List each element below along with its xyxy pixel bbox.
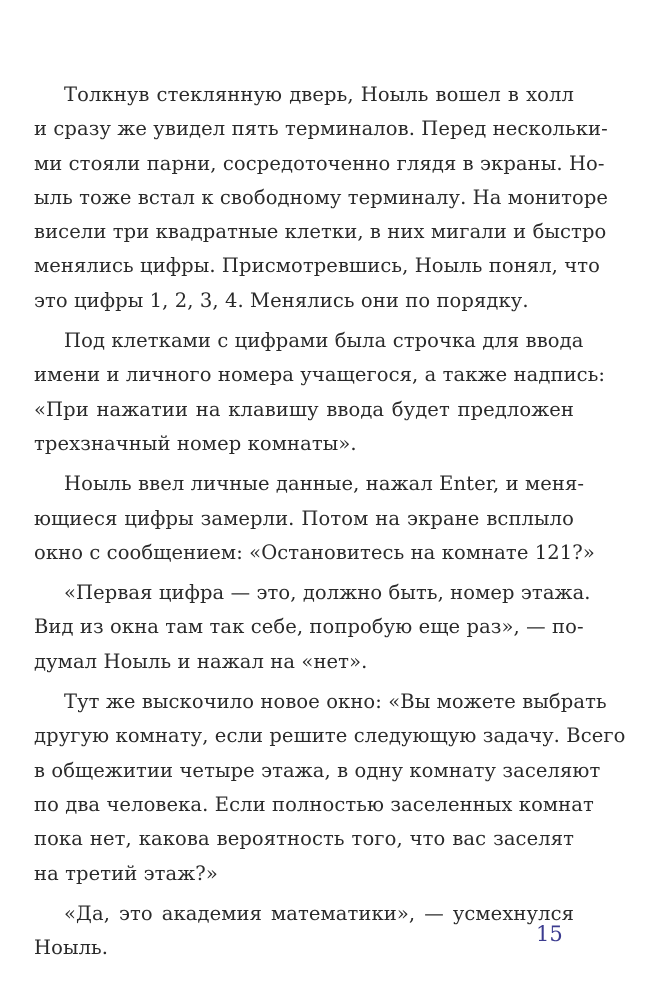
text-line: это цифры 1, 2, 3, 4. Менялись они по порядку. — [34, 288, 529, 312]
text-line: в общежитии четыре этажа, в одну комнату заселяют — [34, 758, 601, 782]
text-line: ми стояли парни, сосредоточенно глядя в экраны. Но- — [34, 151, 605, 175]
text-line: ющиеся цифры замерли. Потом на экране всплыло — [34, 506, 574, 530]
text-line: и сразу же увидел пять терминалов. Перед нескольки- — [34, 117, 608, 141]
paragraph — [34, 324, 606, 461]
text-line: пока нет, какова вероятность того, что вас заселят — [34, 827, 574, 851]
paragraph — [34, 78, 609, 318]
text-line: по два человека. Если полностью заселенных комнат — [34, 792, 594, 816]
text-line: имени и личного номера учащегося, а также надпись: — [34, 363, 606, 387]
text-line: Ноыль. — [34, 936, 109, 960]
text-line: Толкнув стеклянную дверь, Ноыль вошел в холл — [64, 83, 574, 106]
text-line: окно с сообщением: «Остановитесь на комнате 121?» — [34, 540, 595, 564]
paragraph — [34, 467, 595, 570]
text-line: Тут же выскочило новое окно: «Вы можете выбрать — [64, 690, 607, 714]
text-line: менялись цифры. Присмотревшись, Ноыль понял, что — [34, 254, 600, 278]
text-line: «Да, это академия математики», — усмехнулся — [64, 901, 574, 925]
paragraph — [34, 685, 626, 891]
text-line: «При нажатии на клавишу ввода будет предложен — [34, 397, 574, 421]
text-line: Ноыль ввел личные данные, нажал Enter, и меня- — [64, 472, 585, 496]
text-line: ыль тоже встал к свободному терминалу. На мониторе — [34, 185, 609, 209]
page-number: 15 — [536, 922, 563, 946]
text-line: Вид из окна там так себе, попробую еще раз», — по- — [34, 615, 584, 639]
paragraph — [34, 897, 574, 966]
text-line: другую комнату, если решите следующую задачу. Всего — [34, 724, 626, 748]
paragraph — [34, 576, 591, 679]
body-text — [34, 78, 626, 971]
text-line: трехзначный номер комнаты». — [34, 431, 357, 455]
text-line: «Первая цифра — это, должно быть, номер этажа. — [64, 581, 591, 605]
text-line: висели три квадратные клетки, в них мигали и быстро — [34, 220, 607, 244]
text-line: думал Ноыль и нажал на «нет». — [34, 649, 368, 673]
text-line: на третий этаж?» — [34, 861, 218, 885]
text-line: Под клетками с цифрами была строчка для ввода — [64, 329, 584, 353]
